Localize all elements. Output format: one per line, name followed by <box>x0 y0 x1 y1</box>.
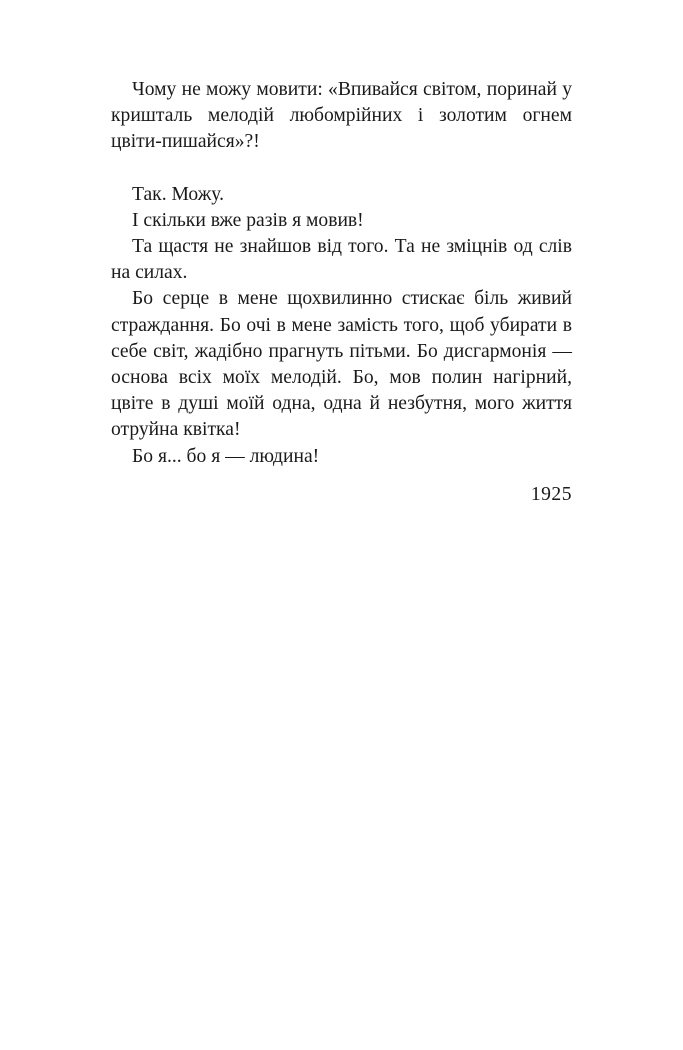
page-text <box>111 77 572 505</box>
stanza-gap <box>111 156 572 182</box>
paragraph: Бо я... бо я — людина! <box>132 445 320 467</box>
paragraph: Та щастя не знайшов від того. Та не зміцнів од слів на силах. <box>111 236 572 284</box>
year: 1925 <box>530 484 572 505</box>
paragraph: Чому не можу мовити: «Впивайся світом, поринай у кришталь мелодій любомрійних і золотим огнем цвіти-пишайся»?! <box>111 79 572 153</box>
paragraph: Так. Можу. <box>132 183 225 205</box>
paragraph: Бо серце в мене щохвилинно стискає біль живий страждання. Бо очі в мене замість того, щоб убирати в себе світ, жадібно прагнуть пітьми. Бо дисгармонія — основа всіх моїх мелодій. Бо, мов полин нагірний, цвіте в душі моїй одна, одна й незбутня, мого життя отруйна квітка! <box>111 288 572 441</box>
paragraph: І скільки вже разів я мовив! <box>132 209 364 231</box>
